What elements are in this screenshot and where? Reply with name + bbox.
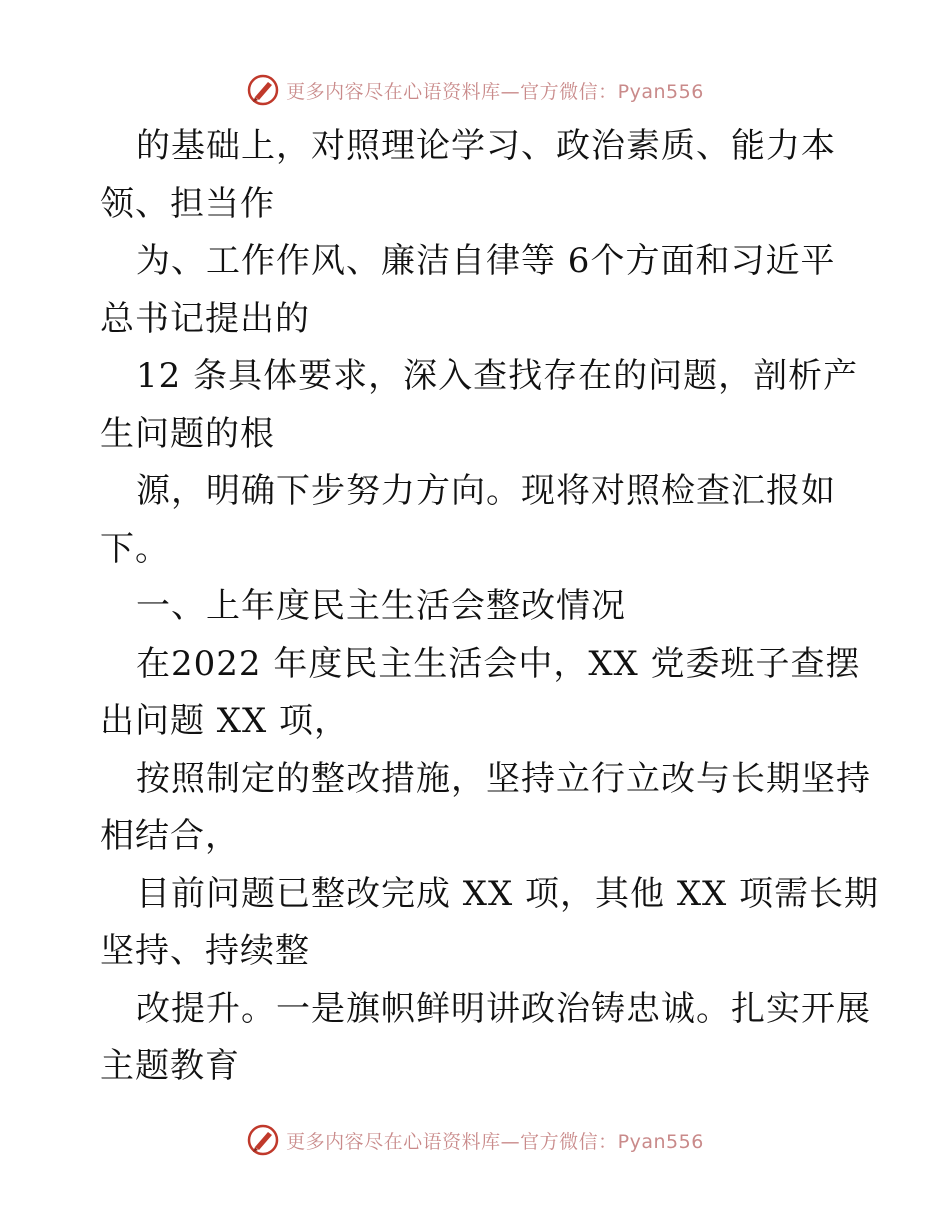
section-heading	[100, 578, 860, 636]
watermark-footer	[0, 1120, 950, 1160]
line-text: 目前问题已整改完成 XX 项，其他 XX 项需长期	[136, 873, 880, 914]
paragraph-line	[100, 636, 860, 694]
line-text: 总书记提出的	[100, 298, 310, 339]
paragraph-line	[100, 521, 860, 579]
watermark-header	[0, 70, 950, 110]
paragraph-line	[100, 176, 860, 234]
paragraph-line	[100, 118, 860, 176]
paragraph-line	[100, 348, 860, 406]
line-text: 按照制定的整改措施，坚持立行立改与长期坚持	[136, 758, 871, 799]
watermark-text: 更多内容尽在心语资料库—官方微信：Pyan556	[286, 1130, 704, 1153]
line-text: 领、担当作	[100, 183, 275, 224]
line-text: 生问题的根	[100, 413, 275, 454]
paragraph-line	[100, 981, 871, 1039]
line-text: 主题教育	[100, 1046, 240, 1086]
line-text: 12 条具体要求，深入查找存在的问题，剖析产	[136, 356, 859, 396]
paragraph-line	[100, 1038, 860, 1096]
paragraph-line	[100, 808, 860, 866]
line-text: 在2022 年度民主生活会中，XX 党委班子查摆	[136, 643, 861, 684]
line-text: 为、工作作风、廉洁自律等 6个方面和习近平	[136, 241, 836, 281]
heading-text: 一、上年度民主生活会整改情况	[136, 586, 626, 626]
line-text: 坚持、持续整	[100, 931, 310, 971]
paragraph-line	[100, 291, 860, 349]
watermark-text: 更多内容尽在心语资料库—官方微信：Pyan556	[286, 80, 704, 103]
line-text: 的基础上，对照理论学习、政治素质、能力本	[136, 126, 836, 166]
paragraph-line	[100, 693, 860, 751]
paragraph-line	[100, 233, 860, 291]
line-text: 相结合，	[100, 816, 240, 856]
paragraph-line	[100, 923, 860, 981]
paragraph-line	[100, 406, 860, 464]
line-text: 下。	[100, 528, 170, 569]
line-text: 改提升。一是旗帜鲜明讲政治铸忠诚。扎实开展	[136, 988, 871, 1029]
paragraph-line	[100, 866, 880, 924]
paragraph-line	[100, 463, 860, 521]
pen-logo-icon	[246, 1123, 280, 1157]
document-body	[100, 118, 880, 1096]
paragraph-line	[100, 751, 871, 809]
pen-logo-icon	[246, 73, 280, 107]
line-text: 出问题 XX 项，	[100, 701, 350, 741]
line-text: 源，明确下步努力方向。现将对照检查汇报如	[136, 471, 836, 511]
